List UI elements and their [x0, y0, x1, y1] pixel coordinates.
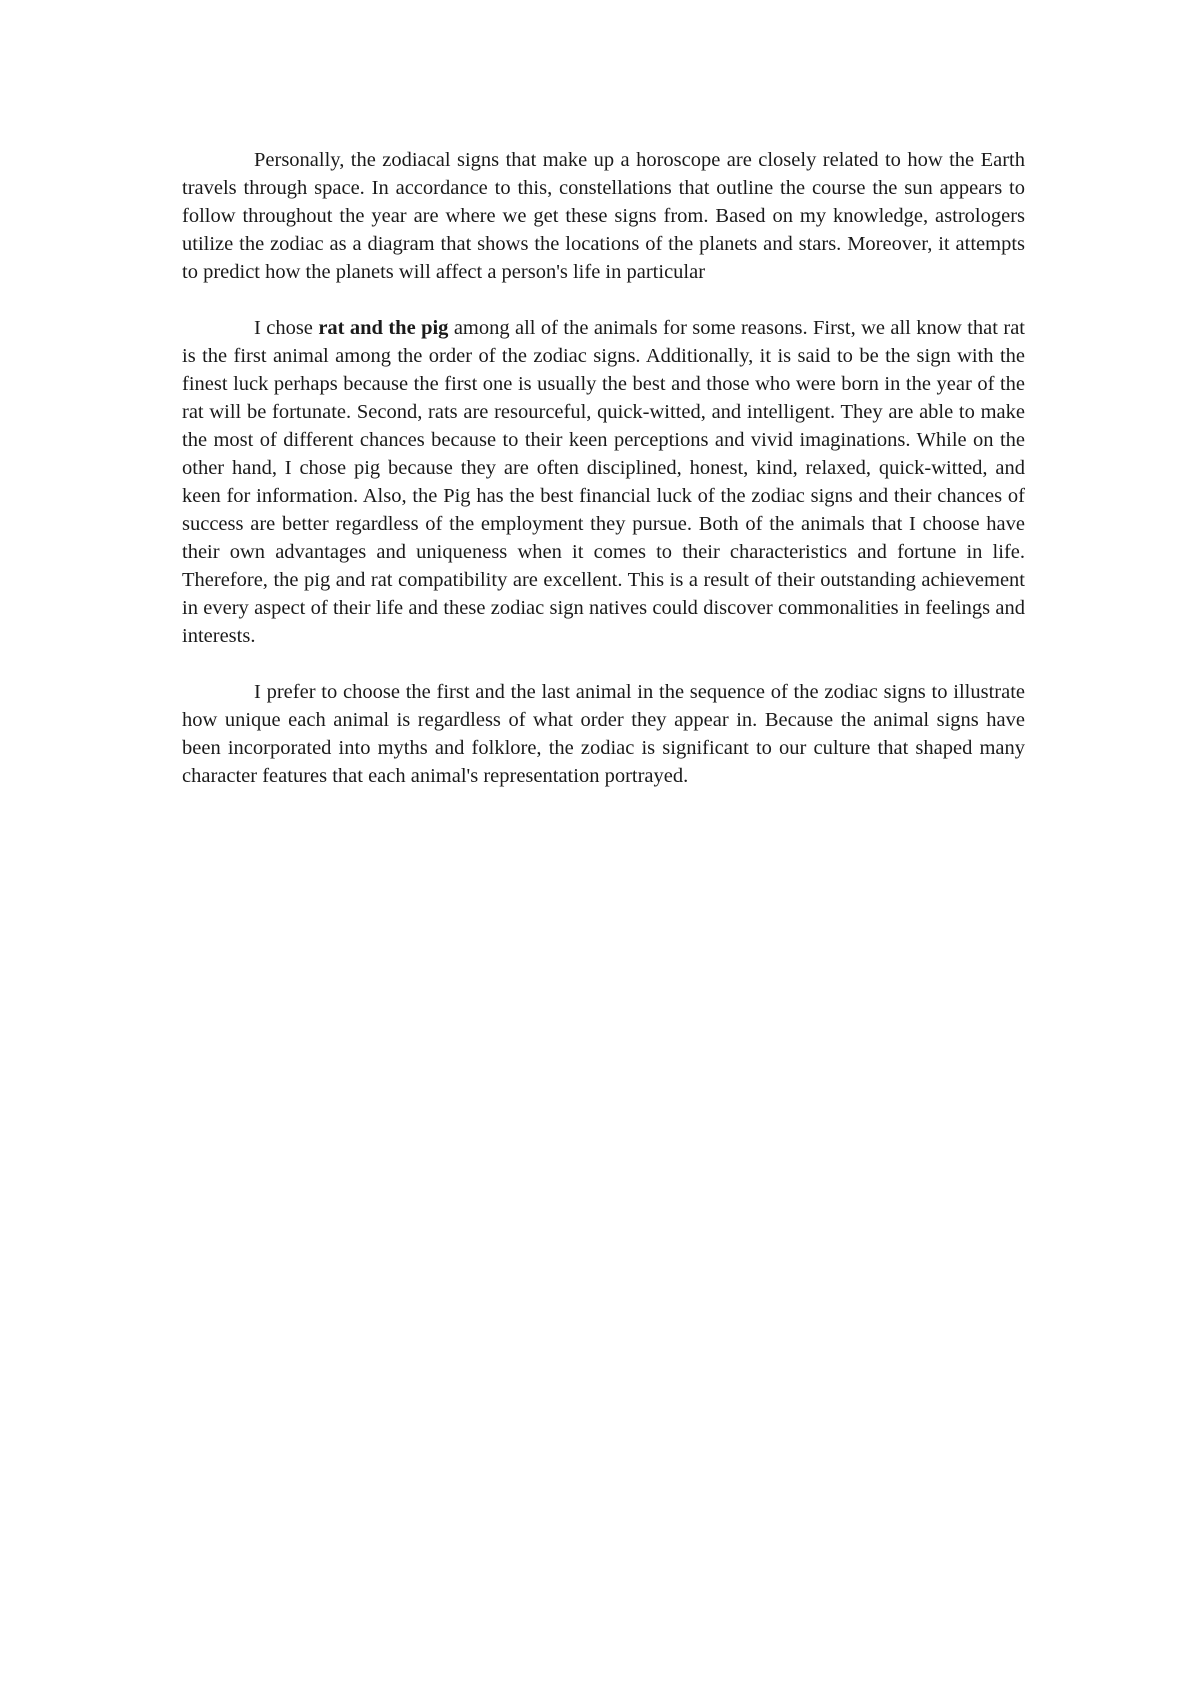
paragraph-3-text: I prefer to choose the first and the last animal in the sequence of the zodiac signs to illustrate how unique each animal is regardless of what order they appear in. Because the animal signs have been incorporated into myths and folklore, the zodiac is significant to our culture that shaped many character features that each animal's representation portrayed. — [182, 681, 1025, 787]
document-body — [182, 146, 1025, 818]
paragraph-1-text: Personally, the zodiacal signs that make up a horoscope are closely related to how the Earth travels through space. In accordance to this, constellations that outline the course the sun appears to follow throughout the year are where we get these signs from. Based on my knowledge, astrologers utilize the zodiac as a diagram that shows the locations of the planets and stars. Moreover, it attempts to predict how the planets will affect a person's life in particular — [182, 149, 1025, 283]
paragraph-2-bold-phrase: rat and the pig — [318, 317, 449, 339]
paragraph-rat-and-pig — [182, 314, 1025, 650]
paragraph-2-lead: I chose — [254, 317, 319, 339]
paragraph-2-rest: among all of the animals for some reasons. First, we all know that rat is the first animal among the order of the zodiac signs. Additionally, it is said to be the sign with the finest luck perhaps because the first one is usually the best and those who were born in the year of the rat will be fortunate. Second, rats are resourceful, quick-witted, and intelligent. They are able to make the most of different chances because to their keen perceptions and vivid imaginations. While on the other hand, I chose pig because they are often disciplined, honest, kind, relaxed, quick-witted, and keen for information. Also, the Pig has the best financial luck of the zodiac signs and their chances of success are better regardless of the employment they pursue. Both of the animals that I choose have their own advantages and uniqueness when it comes to their characteristics and fortune in life. Therefore, the pig and rat compatibility are excellent. This is a result of their outstanding achievement in every aspect of their life and these zodiac sign natives could discover commonalities in feelings and interests. — [182, 317, 1025, 647]
paragraph-zodiac-intro — [182, 146, 1025, 286]
paragraph-conclusion — [182, 678, 1025, 790]
